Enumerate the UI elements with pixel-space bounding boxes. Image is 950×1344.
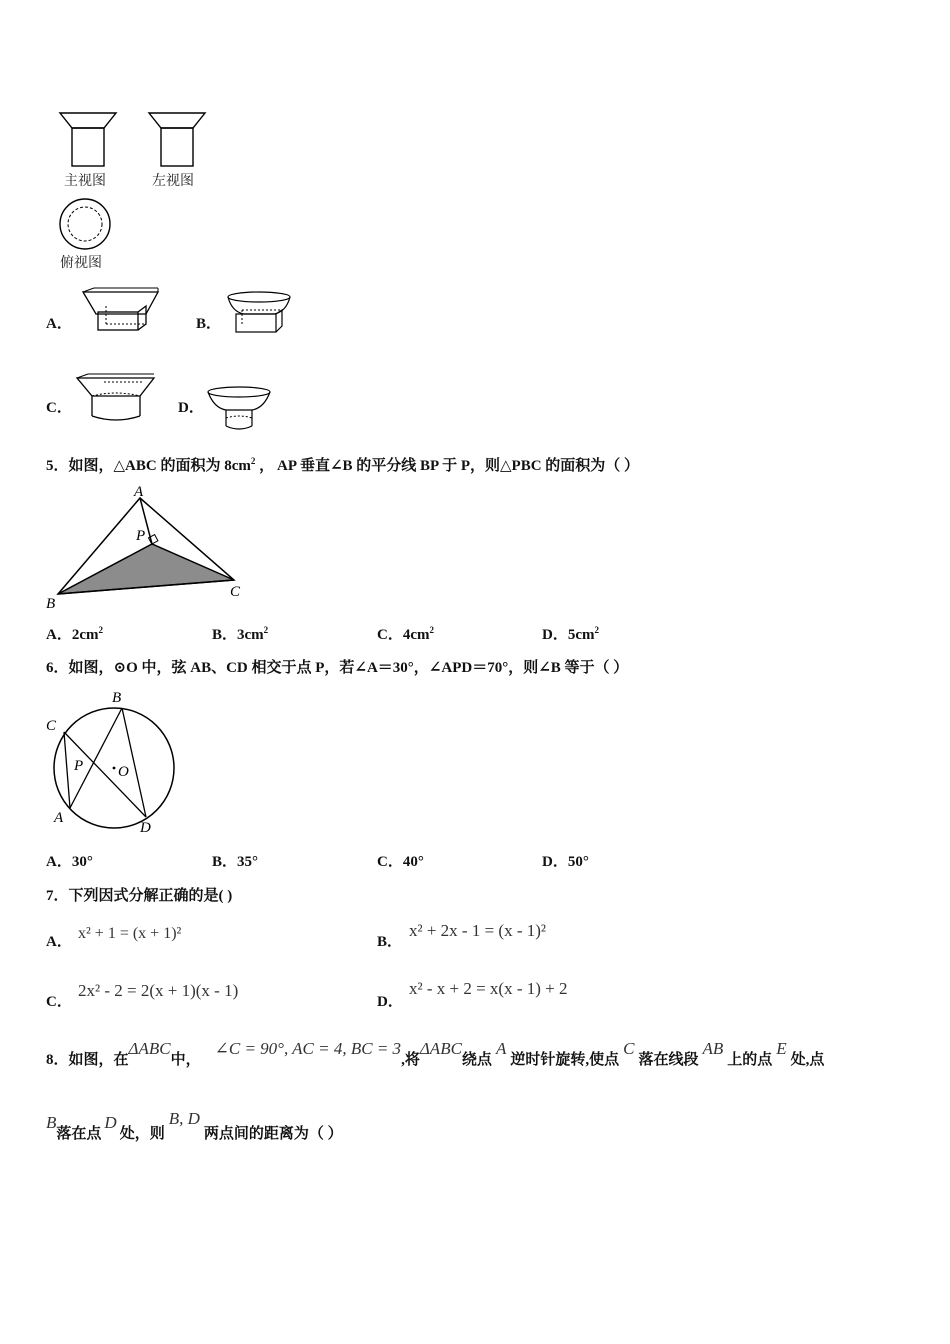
top-view-label: 俯视图: [60, 255, 102, 271]
q7-option-a-expr: x² + 1 = (x + 1)²: [78, 925, 182, 942]
q5-option-a: A．$2cm^2$: [46, 625, 103, 643]
q7-option-d-expr: x² - x + 2 = x(x - 1) + 2: [409, 979, 568, 998]
front-view-label: 主视图: [64, 173, 106, 189]
q4-option-b-letter: B．: [196, 316, 222, 332]
q6-option-b: B．35°: [212, 854, 259, 870]
top-view-figure: [56, 197, 114, 253]
q4-option-d-figure: [204, 384, 274, 434]
q4-option-a-figure: [80, 286, 162, 336]
q7-option-c-letter: C．: [46, 994, 72, 1010]
q6-option-d: D．50°: [542, 854, 589, 870]
left-view-figure: [145, 110, 211, 170]
left-view-label: 左视图: [152, 173, 194, 189]
q5-option-b: B．$3cm^2$: [212, 625, 269, 643]
q7-option-b-expr: x² + 2x - 1 = (x - 1)²: [409, 921, 547, 940]
q6-label-b: B: [112, 690, 122, 706]
q6-label-c: C: [46, 718, 57, 734]
q4-option-b-figure: [224, 290, 294, 338]
question-7-text: 7．下列因式分解正确的是( ): [46, 888, 233, 904]
q5-label-p: P: [136, 528, 146, 544]
q6-label-d: D: [140, 820, 151, 836]
q5-option-c: C．$4cm^2$: [377, 625, 434, 643]
q7-option-c-expr: 2x² - 2 = 2(x + 1)(x - 1): [78, 981, 239, 1000]
question-6-text: 6．如图，⊙O 中，弦 AB、CD 相交于点 P，若∠A＝30°，∠APD＝70°，则∠B 等于（ ）: [46, 660, 629, 676]
q5-option-d: D．$5cm^2$: [542, 625, 599, 643]
q4-option-d-letter: D．: [178, 400, 204, 416]
q7-option-a-letter: A．: [46, 934, 72, 950]
q6-circle-figure: [42, 686, 182, 838]
q7-option-b-letter: B．: [377, 934, 403, 950]
q4-option-c-letter: C．: [46, 400, 72, 416]
q6-option-c: C．40°: [377, 854, 424, 870]
q6-option-a: A．30°: [46, 854, 93, 870]
q5-label-c: C: [230, 584, 241, 600]
question-8-line-1: 8．如图，在ΔABC中，∠C = 90°, AC = 4, BC = 3,将ΔABC绕点A逆时针旋转,使点C落在线段AB上的点E处,点: [46, 1039, 825, 1068]
q6-label-o: O: [118, 764, 129, 780]
q5-triangle-figure: [44, 484, 254, 612]
q4-option-c-figure: [74, 372, 158, 424]
front-view-figure: [56, 110, 122, 170]
q5-label-a: A: [134, 484, 144, 500]
q6-label-p: P: [74, 758, 84, 774]
q7-option-d-letter: D．: [377, 994, 403, 1010]
q4-option-a-letter: A．: [46, 316, 72, 332]
q6-label-a: A: [54, 810, 64, 826]
q5-label-b: B: [46, 596, 56, 612]
question-5-text: 5．如图，△ABC 的面积为 $8cm^2$ ， AP 垂直∠B 的平分线 BP 于 P，则△PBC 的面积为（ ）: [46, 456, 640, 474]
question-8-line-2: B落在点D处，则B, D两点间的距离为（ ）: [46, 1109, 343, 1142]
